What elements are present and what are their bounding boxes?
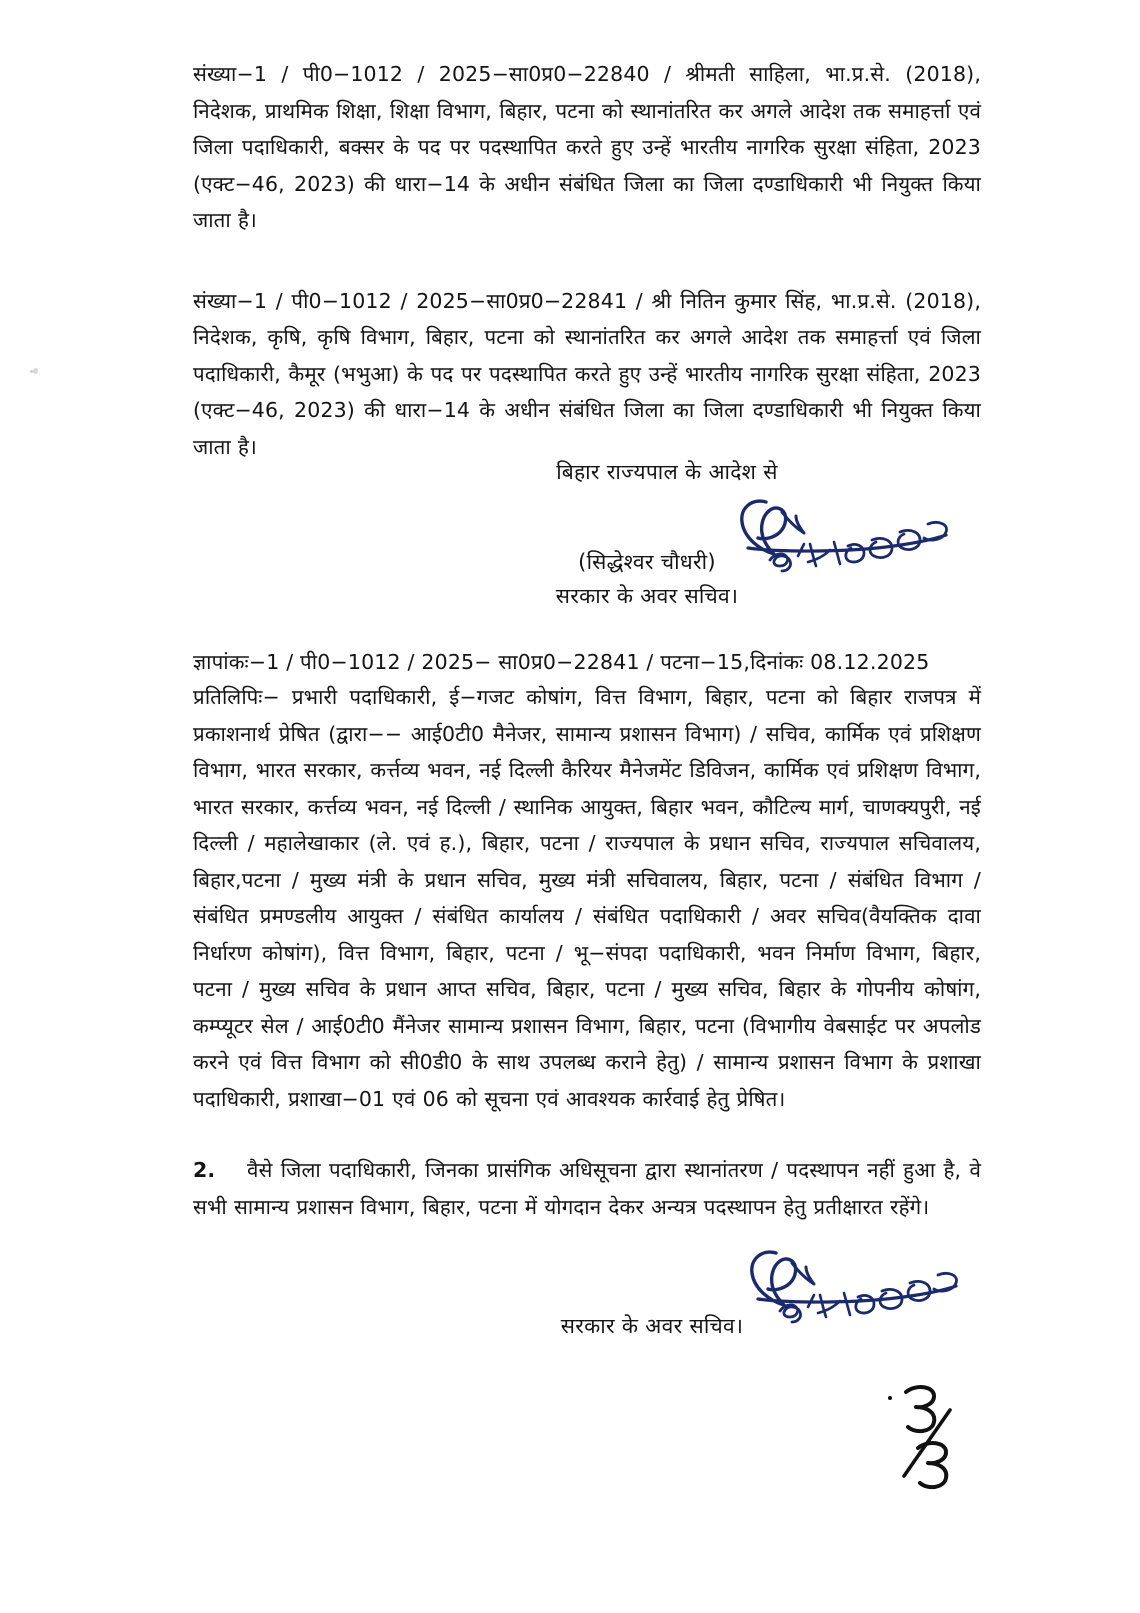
clause-2-number: 2. [193,1158,216,1182]
closing-signatory-designation: सरकार के अवर सचिव। [560,1314,744,1338]
signature-space [193,489,981,545]
signatory-designation: सरकार के अवर सचिव। [555,584,739,608]
by-order-of-line: बिहार राज्यपाल के आदेश से [556,460,778,484]
paragraph-spacer [193,239,981,283]
clause-2-paragraph [193,1152,981,1225]
order-paragraph-22840: संख्या−1 / पी0−1012 / 2025−सा0प्र0−22840 / श्रीमती साहिला, भा.प्र.से. (2018), निदेशक, प्राथमिक शिक्षा, शिक्षा विभाग, बिहार, पटना को स्थानांतरित कर अगले आदेश तक समाहर्त्ता एवं जिला पदाधिकारी, बक्सर के पद पर पदस्थापित करते हुए उन्हें भारतीय नागरिक सुरक्षा संहिता, 2023 (एक्ट−46, 2023) की धारा−14 के अधीन संबंधित जिला का जिला दण्डाधिकारी भी नियुक्त किया जाता है। [193,62,981,232]
stray-ink-mark [32,367,39,374]
signatory-name: (सिद्धेश्वर चौधरी) [578,550,716,574]
clause-2-section [193,1152,981,1225]
copy-to-section [193,679,981,1117]
handwritten-page-number [880,1372,990,1496]
authority-block [193,455,981,613]
stray-ink-mark-secondary [30,370,33,373]
orders-section [193,56,981,465]
copy-to-paragraph: प्रतिलिपिः− प्रभारी पदाधिकारी, ई−गजट कोषांग, वित्त विभाग, बिहार, पटना को बिहार राजपत्र में प्रकाशनार्थ प्रेषित (द्वारा−− आई0टी0 मैनेजर, सामान्य प्रशासन विभाग) / सचिव, कार्मिक एवं प्रशिक्षण विभाग, भारत सरकार, कर्त्तव्य भवन, नई दिल्ली कैरियर मैनेजमेंट डिविजन, कार्मिक एवं प्रशिक्षण विभाग, भारत सरकार, कर्त्तव्य भवन, नई दिल्ली / स्थानिक आयुक्त, बिहार भवन, कौटिल्य मार्ग, चाणक्यपुरी, नई दिल्ली / महालेखाकार (ले. एवं ह.), बिहार, पटना / राज्यपाल के प्रधान सचिव, राज्यपाल सचिवालय, बिहार,पटना / मुख्य मंत्री के प्रधान सचिव, मुख्य मंत्री सचिवालय, बिहार, पटना / संबंधित विभाग / संबंधित प्रमण्डलीय आयुक्त / संबंधित कार्यालय / संबंधित पदाधिकारी / अवर सचिव(वैयक्तिक दावा निर्धारण कोषांग), वित्त विभाग, बिहार, पटना / भू−संपदा पदाधिकारी, भवन निर्माण विभाग, बिहार, पटना / मुख्य सचिव के प्रधान आप्त सचिव, बिहार, पटना / मुख्य सचिव, बिहार के गोपनीय कोषांग, कम्प्यूटर सेल / आई0टी0 मैंनेजर सामान्य प्रशासन विभाग, बिहार, पटना (विभागीय वेबसाईट पर अपलोड करने एवं वित्त विभाग को सी0डी0 के साथ उपलब्ध कराने हेतु) / सामान्य प्रशासन विभाग के प्रशाखा पदाधिकारी, प्रशाखा−01 एवं 06 को सूचना एवं आवश्यक कार्रवाई हेतु प्रेषित। [193,685,981,1111]
order-paragraph-22841: संख्या−1 / पी0−1012 / 2025−सा0प्र0−22841 / श्री नितिन कुमार सिंह, भा.प्र.से. (2018), निदेशक, कृषि, कृषि विभाग, बिहार, पटना को स्थानांतरित कर अगले आदेश तक समाहर्त्ता एवं जिला पदाधिकारी, कैमूर (भभुआ) के पद पर पदस्थापित करते हुए उन्हें भारतीय नागरिक सुरक्षा संहिता, 2023 (एक्ट−46, 2023) की धारा−14 के अधीन संबंधित जिला का जिला दण्डाधिकारी भी नियुक्त किया जाता है। [193,288,981,459]
memo-number-line: ज्ञापांकः−1 / पी0−1012 / 2025− सा0प्र0−22841 / पटना−15,दिनांकः 08.12.2025 [193,650,930,674]
clause-2-text: वैसे जिला पदाधिकारी, जिनका प्रासंगिक अधिसूचना द्वारा स्थानांतरण / पदस्थापन नहीं हुआ है, वे सभी सामान्य प्रशासन विभाग, बिहार, पटना में योगदान देकर अन्यत्र पदस्थापन हेतु प्रतीक्षारत रहेंगे। [193,1158,981,1219]
